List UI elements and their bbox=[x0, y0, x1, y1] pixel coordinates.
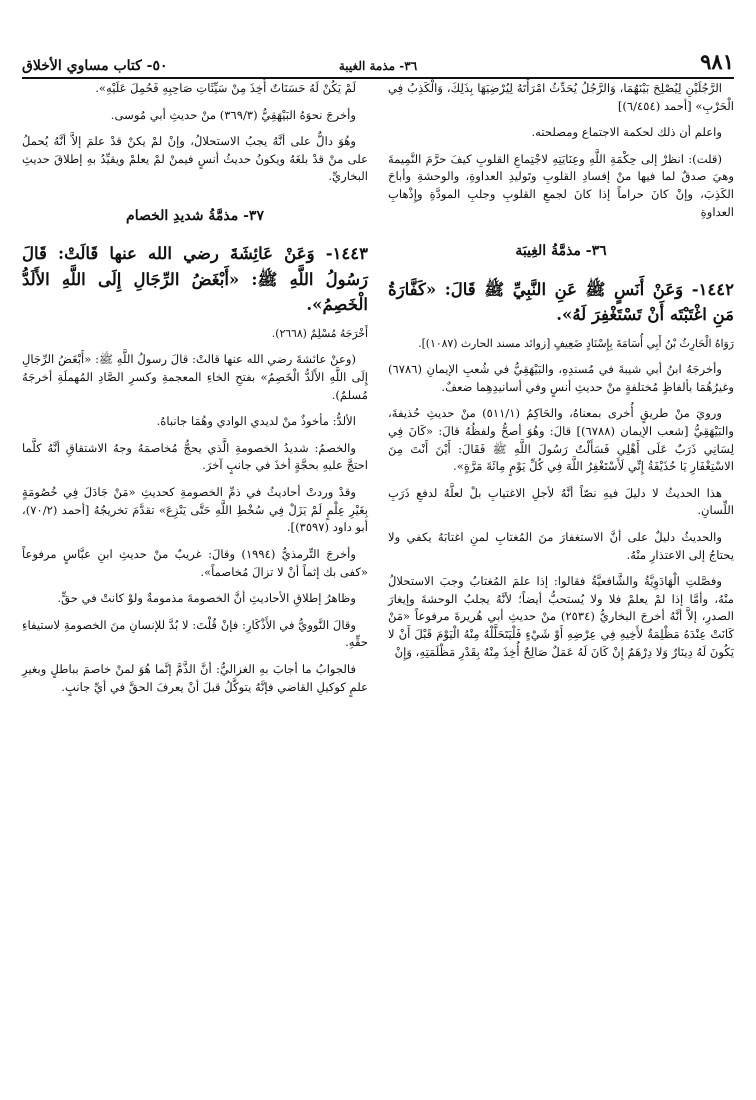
paragraph: هذا الحديثُ لا دليلَ فيهِ نصّاً أنَّهُ لأجلِ الاغتيابِ بلْ لعلَّهُ لدفعِ ذَرَبِ اللِّسانِ. bbox=[388, 485, 734, 518]
page-header bbox=[22, 40, 734, 79]
right-column bbox=[388, 80, 734, 670]
running-section-title: ٣٦- مذمة الغيبة bbox=[338, 59, 418, 73]
paragraph: واعلم أن ذلك لحكمة الاجتماع ومصلحته. bbox=[531, 125, 722, 140]
paragraph: (وعنْ عائشةَ رضي الله عنها قالتْ: قالَ رسولُ اللَّهِ ﷺ: «أَبْغَضُ الرِّجَالِ إِلَى اللَّهِ الأَلَدُّ الْخَصِمُ» بفتحِ الخاءِ المعجمةِ وكسرِ الصَّادِ المُهملَةِ أخرجَهُ مُسلمٌ). bbox=[22, 352, 368, 402]
source-citation: رَوَاهُ الْحَارِثُ بْنُ أَبِي أُسَامَةَ بِإِسْنَادٍ ضَعِيفٍ [زوائد مسند الحارث (١٠٨٧)]. bbox=[418, 336, 734, 350]
left-column bbox=[22, 80, 368, 705]
hadith-text: ١٤٤٣- وَعَنْ عَائِشَةَ رضي الله عنها قَالَتْ: قَالَ رَسُولُ اللَّهِ ﷺ: «أَبْغَضُ الرِّجَالِ إِلَى اللَّهِ الأَلَدُّ الْخَصِمُ». bbox=[22, 244, 368, 315]
paragraph: فالجوابُ ما أجابَ بهِ الغزاليُّ: أنَّ الذَّمَّ إنَّما هُوَ لمنْ خاصمَ بباطلٍ وبغيرِ علمٍ كوكيلِ القاضي فإنَّهُ يتوكَّلُ قبلَ أنْ يعرفَ الحقَّ في أيِّ جانبٍ. bbox=[22, 661, 368, 694]
hadith-text: ١٤٤٢- وَعَنْ أَنَسٍ ﷺ عَنِ النَّبِيِّ ﷺ قَالَ: «كَفَّارَةُ مَنِ اغْتَبْتَه أَنْ تَسْتَغْفِرَ لَهُ». bbox=[388, 279, 734, 325]
paragraph: (قلت): انظرْ إلى حِكْمَةِ اللَّهِ وعِنَايَتِهِ لاجْتِماعِ القلوبِ كيفَ حرَّمَ النَّمِيمةَ وهيَ صدقٌ لما فيها منْ إفسادِ القلوبِ وتَوليدِ العداوةِ، والوحشةِ وأباحَ الكَذِبَ، وإنْ كانَ حراماً إذا كانَ لجمعِ القلوبِ وجلبِ المودَّةِ وإِذْهابِ العداوةِ bbox=[388, 151, 734, 219]
paragraph: والخصمُ: شديدُ الخصومةِ الَّذي يحجُّ مُخاصمَهُ وجهُ الاشتقاقِ أنَّهُ كلَّما احتجَّ عليهِ بحجَّةٍ أخذَ في جانبٍ آخرَ. bbox=[22, 440, 368, 473]
paragraph: وأخرجَ التِّرمذيُّ (١٩٩٤) وقالَ: غريبٌ منْ حديثِ ابنِ عبَّاسٍ مرفوعاً «كفى بك إثماً أنْ لا تزالَ مُخاصماً». bbox=[22, 546, 368, 579]
paragraph: وأخرجَهُ ابنُ أبي شيبةَ في مُسندِهِ، والبَيْهَقِيُّ في شُعبِ الإيمانِ (٦٧٨٦) وغيرُهُمَا بألفاظٍ مُختلفةٍ منْ حديثِ أنسٍ وفي أسانيدِهِما ضعفٌ. bbox=[388, 362, 734, 394]
section-title: ٣٧- مذمَّةُ شديدِ الخصام bbox=[126, 208, 264, 225]
paragraph: وأخرجَ نحوَهُ البَيْهَقِيُّ (٣٦٩/٣) منْ حديثِ أبي مُوسى. bbox=[110, 107, 356, 122]
paragraph: وهُوَ دالٌّ على أنَّهُ يجبُ الاستحلالُ، وإنْ لمْ يكنْ قدْ علمَ إلاَّ أنَّهُ يُحملُ على منْ قدْ بلغَهُ ويكونُ حديثُ أنسٍ فيمنْ لمْ يعلمْ ويقيِّدُ بهِ إطلاقَ حديثِ البخاريِّ. bbox=[22, 134, 368, 184]
paragraph: وقدْ وردتْ أحاديثُ في ذمِّ الخصومةِ كحديثِ «مَنْ جَادَلَ فِي خُصُومَةٍ بِغَيْرِ عِلْمٍ لَمْ يَزَلْ فِي سُخْطِ اللَّهِ حَتَّى يَنْزِعَ» تقدَّمَ تخريجُهُ [أحمد (٧٠/٢)، أبو داود (٣٥٩٧)]. bbox=[22, 485, 368, 535]
section-title: ٣٦- مذمَّةُ الغِيبَة bbox=[515, 243, 607, 260]
paragraph: والحديثُ دليلٌ على أنَّ الاستغفارَ منَ المُغتابِ لمنِ اغتابَهُ يكفي ولا يحتاجُ إلى الاعتذارِ منْهُ. bbox=[388, 529, 734, 562]
page-number: ٩٨١ bbox=[700, 49, 734, 74]
paragraph: وظاهرُ إطلاقِ الأحاديثِ أنَّ الخصومةَ مذمومةٌ ولوْ كانتْ في حقٍّ. bbox=[57, 591, 356, 606]
paragraph: ورويَ منْ طريقٍ أُخرى بمعناهُ، والحَاكِمُ (٥١١/١) منْ حديثِ حُذيفةَ، والبَيْهَقِيُّ [شعب الإيمان (٦٧٨٨)] قالَ: وهُوَ أصحُّ ولفظُهُ قالَ: «كَانَ فِي لِسَانِي ذَرَبٌ عَلَى أَهْلِي فَسَأَلْتُ رَسُولَ اللَّهِ ﷺ فَقَالَ: أَيْنَ أَنْتَ مِنَ الاسْتِغْفَارِ يَا حُذَيْفَةُ إِنِّي لَأَسْتَغْفِرُ اللَّهَ فِي كُلِّ يَوْمٍ مِائَةَ مَرَّةٍ». bbox=[388, 406, 735, 474]
paragraph: الألدُّ: مأخوذٌ منْ لديدي الوادي وهُمَا جانباهُ. bbox=[156, 414, 356, 429]
paragraph: لَمْ يَكُنْ لَهُ حَسَنَاتٌ أُخِذَ مِنْ سَيِّئَاتِ صَاحِبِهِ فَحُمِلَ عَلَيْهِ». bbox=[95, 81, 356, 95]
paragraph: وقالَ النَّوويُّ في الأَذْكَارِ: فإنْ قُلْتَ: لا بُدَّ للإنسانِ منَ الخصومةِ لاستيفاءِ حقِّهِ. bbox=[22, 617, 368, 650]
source-citation: أَخْرَجَهُ مُسْلِمٌ (٢٦٦٨). bbox=[271, 327, 368, 340]
book-title: ٥٠- كتاب مساوي الأخلاق bbox=[22, 58, 168, 74]
paragraph: الرَّجُلَيْنِ لِيُصْلِحَ بَيْنَهُمَا، وَالرَّجُلُ يُحَدِّثُ امْرَأَتَهُ لِيُرْضِيَهَا بِذَلِكَ، وَالْكَذِبُ فِي الْحَرْبِ» [أحمد (٦/٤٥٤)] bbox=[388, 81, 734, 113]
paragraph: وفصَّلتِ الْهَادَوِيَّةُ والشَّافعيَّةُ فقالوا: إذا علمَ المُغتابُ وجبَ الاستحلالُ منْهُ، وأمَّا إذا لمْ يعلمْ فلا ولا يُستحبُّ أيضاً؛ لأنَّهُ يجلبُ الوحشةَ وإيغارَ الصدرِ، إلاَّ أنَّهُ أخرجَ البخاريُّ (٢٥٣٤) منْ حديثِ أبي هُريرةَ مرفوعاً «مَنْ كَانَتْ عِنْدَهُ مَظْلِمَةٌ لأَخِيهِ فِي عِرْضِهِ أَوْ شَيْءٍ فَلْيَتَحَلَّلْهُ مِنْهُ الْيَوْمَ قَبْلَ أَنْ لا يَكُونَ لَهُ دِينَارٌ وَلا دِرْهَمٌ إِنْ كَانَ لَهُ عَمَلٌ صَالِحٌ أُخِذَ مِنْهُ بِقَدْرِ مَظْلَمَتِهِ، وَإِنْ bbox=[388, 574, 734, 659]
